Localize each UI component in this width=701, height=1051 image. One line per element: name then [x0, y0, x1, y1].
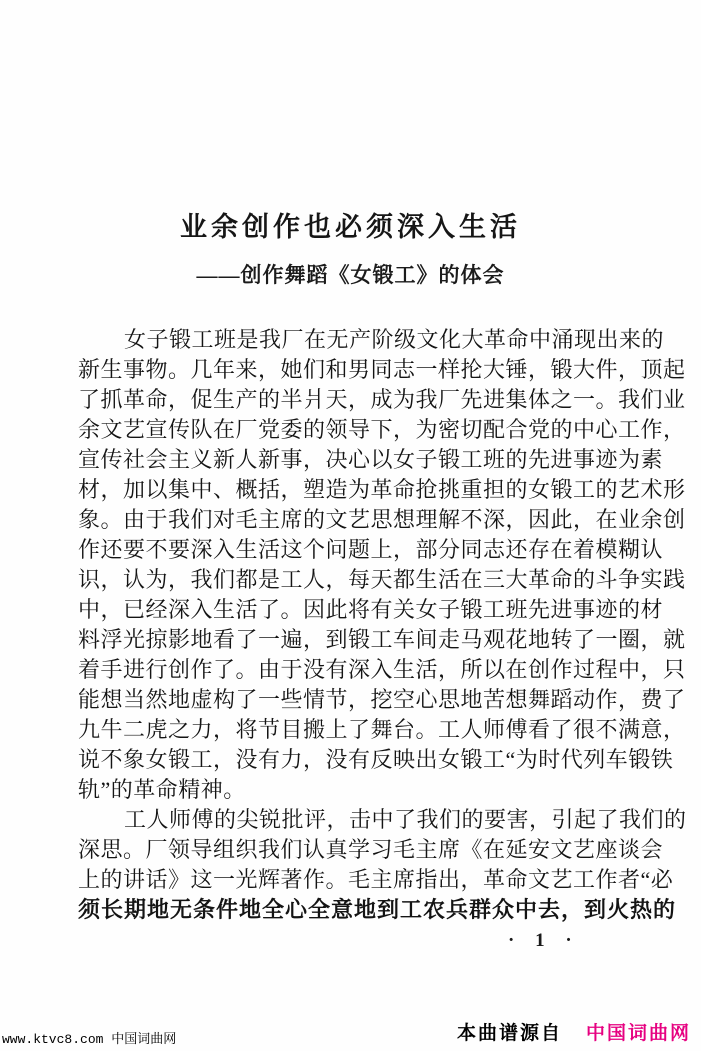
article-title: 业余创作也必须深入生活: [180, 212, 521, 242]
attribution-prefix: 本曲谱源自: [456, 1023, 562, 1044]
text-line: 说不象女锻工，没有力，没有反映出女锻工“为时代列车锻铁: [78, 747, 674, 772]
text-line: 作还要不要深入生活这个问题上，部分同志还存在着模糊认: [78, 537, 664, 562]
page-number: · 1 ·: [508, 930, 580, 951]
article-subtitle: ——创作舞蹈《女锻工》的体会: [196, 263, 505, 287]
text-line: 轨”的革命精神。: [78, 777, 246, 802]
text-line: 了抓革命，促生产的半爿天，成为我厂先进集体之一。我们业: [78, 387, 686, 412]
text-line: 能想当然地虚构了一些情节，挖空心思地苦想舞蹈动作，费了: [78, 687, 686, 712]
text-line: 着手进行创作了。由于没有深入生活，所以在创作过程中，只: [78, 657, 686, 682]
footer-brand: 中国词曲网: [585, 1023, 691, 1044]
text-line: 上的讲话》这一光辉著作。毛主席指出，革命文艺工作者“必: [78, 867, 674, 892]
text-line: 象。由于我们对毛主席的文艺思想理解不深，因此，在业余创: [78, 507, 686, 532]
paragraph-2: [78, 805, 687, 925]
text-line: 宣传社会主义新人新事，决心以女子锻工班的先进事迹为素: [78, 447, 664, 472]
text-line: 中，已经深入生活了。因此将有关女子锻工班先进事迹的材: [78, 597, 664, 622]
text-line: 余文艺宣传队在厂党委的领导下，为密切配合党的中心工作，: [78, 417, 686, 442]
text-line: 九牛二虎之力，将节目搬上了舞台。工人师傅看了很不满意，: [78, 717, 686, 742]
text-line: 新生事物。几年来，她们和男同志一样抡大锤，锻大件，顶起: [78, 357, 686, 382]
text-line: 女子锻工班是我厂在无产阶级文化大革命中涌现出来的: [124, 327, 665, 352]
article-body: [78, 325, 687, 925]
text-line: 识，认为，我们都是工人，每天都生活在三大革命的斗争实践: [78, 567, 686, 592]
text-line: 材，加以集中、概括，塑造为革命抢挑重担的女锻工的艺术形: [78, 477, 686, 502]
text-line: 料浮光掠影地看了一遍，到锻工车间走马观花地转了一圈，就: [78, 627, 686, 652]
text-line-quote-bold: 须长期地无条件地全心全意地到工农兵群众中去，到火热的: [78, 897, 677, 922]
attribution: [457, 1018, 691, 1045]
text-line: 工人师傅的尖锐批评，击中了我们的要害，引起了我们的: [124, 807, 687, 832]
watermark-url: www.ktvc8.com 中国词曲网: [2, 1032, 177, 1047]
paragraph-1: [78, 325, 686, 805]
text-line: 深思。厂领导组织我们认真学习毛主席《在延安文艺座谈会: [78, 837, 664, 862]
